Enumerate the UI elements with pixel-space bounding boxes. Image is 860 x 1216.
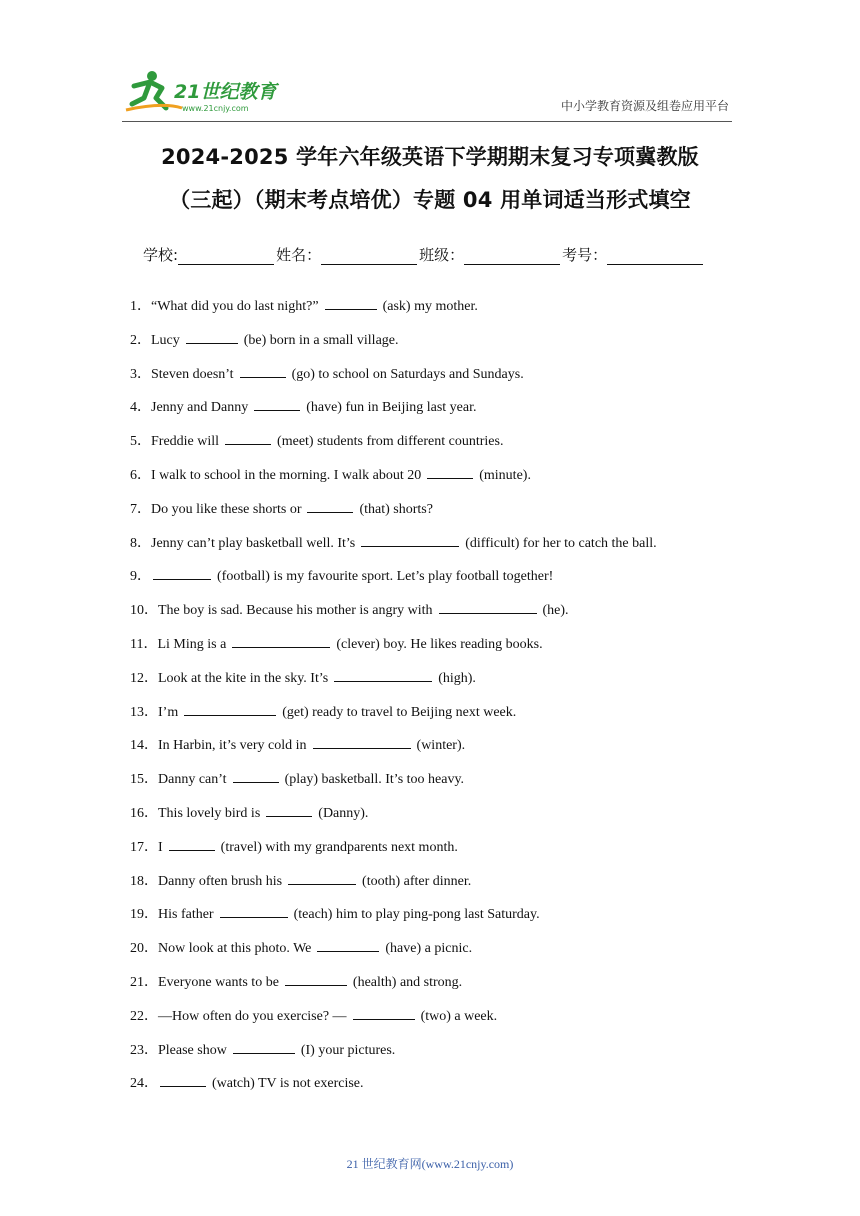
answer-blank[interactable]: [325, 297, 377, 310]
question-item: [130, 872, 471, 891]
question-text-before: Li Ming is a: [157, 637, 227, 652]
answer-blank[interactable]: [233, 770, 279, 783]
question-text-after: (play) basketball. It’s too heavy.: [284, 772, 465, 788]
question-text-before: In Harbin, it’s very cold in: [158, 738, 307, 754]
answer-blank[interactable]: [233, 1041, 295, 1054]
question-text-before: I: [158, 839, 163, 855]
question-text-before: Jenny and Danny: [151, 400, 249, 416]
question-text-before: Danny can’t: [158, 772, 227, 788]
question-number: 13．: [130, 704, 158, 720]
question-text-after: (ask) my mother.: [382, 299, 478, 314]
question-text-after: (he).: [542, 603, 569, 619]
question-item: [130, 770, 464, 789]
question-number: 11．: [130, 637, 158, 652]
question-text-after: (Danny).: [318, 806, 369, 821]
question-text-before: I’m: [158, 704, 179, 720]
question-item: [130, 804, 368, 823]
question-text-before: Jenny can’t play basketball well. It’s: [151, 535, 356, 551]
header-divider: [122, 121, 732, 122]
question-text-after: (health) and strong.: [352, 975, 463, 990]
question-number: 5．: [130, 434, 151, 450]
answer-blank[interactable]: [307, 500, 353, 513]
question-text-before: Everyone wants to be: [158, 975, 279, 990]
question-number: 19．: [130, 907, 158, 923]
question-number: 3．: [130, 366, 151, 382]
school-label: 学校:: [143, 246, 179, 264]
answer-blank[interactable]: [317, 939, 379, 952]
question-text-after: (have) a picnic.: [385, 941, 473, 957]
platform-label: 中小学教育资源及组卷应用平台: [560, 99, 729, 113]
school-blank[interactable]: [178, 249, 274, 265]
question-number: 6．: [130, 468, 151, 483]
question-text-before: —How often do you exercise? —: [158, 1008, 347, 1024]
question-text-before: His father: [158, 907, 214, 923]
question-text-after: (have) fun in Beijing last year.: [306, 400, 477, 416]
question-text-before: Please show: [158, 1042, 227, 1058]
site-logo: [122, 68, 292, 116]
question-item: [130, 703, 516, 722]
question-item: [130, 466, 531, 485]
question-number: 24．: [130, 1076, 158, 1092]
name-label: 姓名：: [276, 246, 322, 264]
question-text-after: (be) born in a small village.: [243, 332, 399, 348]
name-blank[interactable]: [321, 249, 417, 265]
question-number: 2．: [130, 332, 151, 348]
answer-blank[interactable]: [361, 534, 459, 547]
question-text-before: Do you like these shorts or: [151, 501, 302, 517]
question-number: 10．: [130, 603, 158, 619]
question-number: 16．: [130, 806, 158, 821]
answer-blank[interactable]: [334, 669, 432, 682]
class-blank[interactable]: [464, 249, 560, 265]
question-item: [130, 534, 657, 553]
answer-blank[interactable]: [254, 398, 300, 411]
question-text-before: Steven doesn’t: [151, 366, 234, 382]
question-number: 8．: [130, 535, 151, 551]
question-text-after: (two) a week.: [420, 1008, 498, 1024]
question-text-before: “What did you do last night?”: [151, 299, 319, 314]
question-text-before: This lovely bird is: [158, 806, 261, 821]
question-text-after: (meet) students from different countries.: [277, 434, 504, 450]
question-text-before: Look at the kite in the sky. It’s: [158, 670, 329, 686]
svg-text:21世纪教育: 21世纪教育: [174, 81, 277, 103]
question-text-after: (watch) TV is not exercise.: [212, 1076, 364, 1092]
question-item: [130, 669, 476, 688]
number-blank[interactable]: [607, 249, 703, 265]
answer-blank[interactable]: [160, 1074, 206, 1087]
question-text-after: (get) ready to travel to Beijing next week.: [282, 704, 517, 720]
question-text-after: (teach) him to play ping-pong last Saturday.: [293, 907, 540, 923]
question-item: [130, 500, 433, 519]
student-info-row: [143, 244, 705, 265]
question-number: 22．: [130, 1008, 158, 1024]
question-item: [130, 939, 472, 958]
question-text-after: (travel) with my grandparents next month.: [220, 839, 458, 855]
answer-blank[interactable]: [427, 466, 473, 479]
answer-blank[interactable]: [240, 365, 286, 378]
question-text-after: (football) is my favourite sport. Let’s play football together!: [217, 569, 554, 585]
question-number: 7．: [130, 501, 151, 517]
question-item: [130, 297, 478, 316]
question-text-after: (difficult) for her to catch the ball.: [465, 535, 657, 551]
question-item: [130, 601, 569, 620]
question-number: 18．: [130, 873, 158, 889]
question-text-after: (clever) boy. He likes reading books.: [336, 637, 543, 652]
question-item: [130, 905, 540, 924]
answer-blank[interactable]: [186, 331, 238, 344]
question-item: [130, 567, 553, 586]
question-text-after: (minute).: [479, 468, 531, 483]
question-number: 9．: [130, 569, 151, 585]
question-number: 23．: [130, 1042, 158, 1058]
page-title-line-1: 2024-2025 学年六年级英语下学期期末复习专项冀教版: [161, 145, 699, 169]
question-item: [130, 331, 399, 350]
question-item: [130, 1041, 395, 1060]
question-number: 1．: [130, 299, 151, 314]
answer-blank[interactable]: [285, 973, 347, 986]
question-item: [130, 1074, 364, 1093]
question-number: 12．: [130, 670, 158, 686]
runner-logo-icon: [122, 68, 292, 116]
answer-blank[interactable]: [232, 635, 330, 648]
question-number: 21．: [130, 975, 158, 990]
question-item: [130, 365, 524, 384]
question-text-before: I walk to school in the morning. I walk about 20: [151, 468, 422, 483]
page-title-line-2: （三起）（期末考点培优）专题 04 用单词适当形式填空: [169, 188, 691, 212]
question-item: [130, 973, 462, 992]
question-number: 20．: [130, 941, 158, 957]
footer-credit: 21 世纪教育网(www.21cnjy.com): [346, 1157, 514, 1171]
question-number: 4．: [130, 400, 151, 416]
question-text-before: The boy is sad. Because his mother is angry with: [158, 603, 433, 619]
question-item: [130, 838, 458, 857]
answer-blank[interactable]: [220, 905, 288, 918]
question-item: [130, 398, 477, 417]
answer-blank[interactable]: [353, 1007, 415, 1020]
question-number: 15．: [130, 772, 158, 788]
answer-blank[interactable]: [225, 432, 271, 445]
number-label: 考号：: [562, 246, 608, 264]
question-item: [130, 1007, 497, 1026]
question-text-after: (I) your pictures.: [300, 1042, 396, 1058]
answer-blank[interactable]: [313, 736, 411, 749]
question-item: [130, 635, 543, 654]
svg-text:www.21cnjy.com: www.21cnjy.com: [182, 104, 249, 113]
question-item: [130, 432, 503, 451]
question-text-after: (winter).: [416, 738, 466, 754]
question-text-after: (high).: [438, 670, 476, 686]
answer-blank[interactable]: [288, 872, 356, 885]
question-text-after: (that) shorts?: [359, 501, 433, 517]
question-text-after: (go) to school on Saturdays and Sundays.: [291, 366, 524, 382]
question-text-after: (tooth) after dinner.: [362, 873, 472, 889]
question-item: [130, 736, 465, 755]
question-text-before: Lucy: [151, 332, 180, 348]
question-number: 17．: [130, 839, 158, 855]
answer-blank[interactable]: [153, 567, 211, 580]
question-text-before: Freddie will: [151, 434, 220, 450]
question-text-before: Danny often brush his: [158, 873, 283, 889]
answer-blank[interactable]: [439, 601, 537, 614]
answer-blank[interactable]: [184, 703, 276, 716]
question-text-before: Now look at this photo. We: [158, 941, 312, 957]
answer-blank[interactable]: [169, 838, 215, 851]
class-label: 班级：: [419, 246, 465, 264]
answer-blank[interactable]: [266, 804, 312, 817]
question-number: 14．: [130, 738, 158, 754]
